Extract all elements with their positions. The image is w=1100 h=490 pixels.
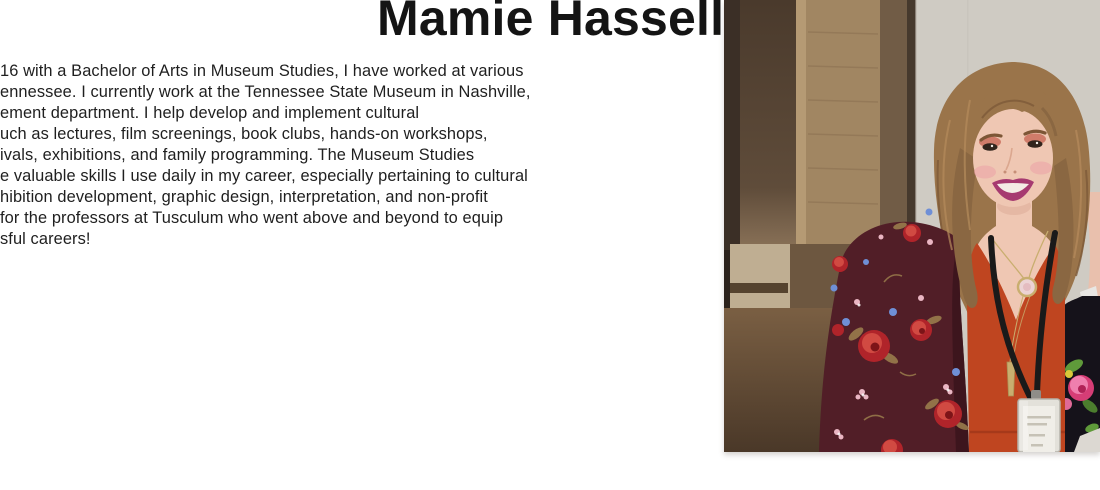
bio-paragraph [0, 61, 700, 250]
profile-photo [724, 0, 1100, 452]
bio-line: ement department. I help develop and implement cultural [0, 104, 420, 122]
bio-line: e valuable skills I use daily in my career, especially pertaining to cultural [0, 167, 528, 185]
bio-line: sful careers! [0, 230, 91, 248]
lanyard-clip [1031, 390, 1041, 399]
bio-line: 16 with a Bachelor of Arts in Museum Studies, I have worked at various [0, 62, 524, 80]
bio-line: for the professors at Tusculum who went above and beyond to equip [0, 209, 504, 227]
bio-line: ivals, exhibitions, and family programming. The Museum Studies [0, 146, 475, 164]
eye-right [1028, 140, 1043, 148]
profile-name: Mamie Hassell [377, 0, 725, 46]
eye-left [983, 143, 998, 151]
bio-line: hibition development, graphic design, interpretation, and non-profit [0, 188, 488, 206]
profile-photo-illustration [724, 0, 1100, 452]
bio-line: ennessee. I currently work at the Tennessee State Museum in Nashville, [0, 83, 531, 101]
id-badge [1018, 399, 1060, 452]
bio-line: uch as lectures, film screenings, book clubs, hands-on workshops, [0, 125, 488, 143]
